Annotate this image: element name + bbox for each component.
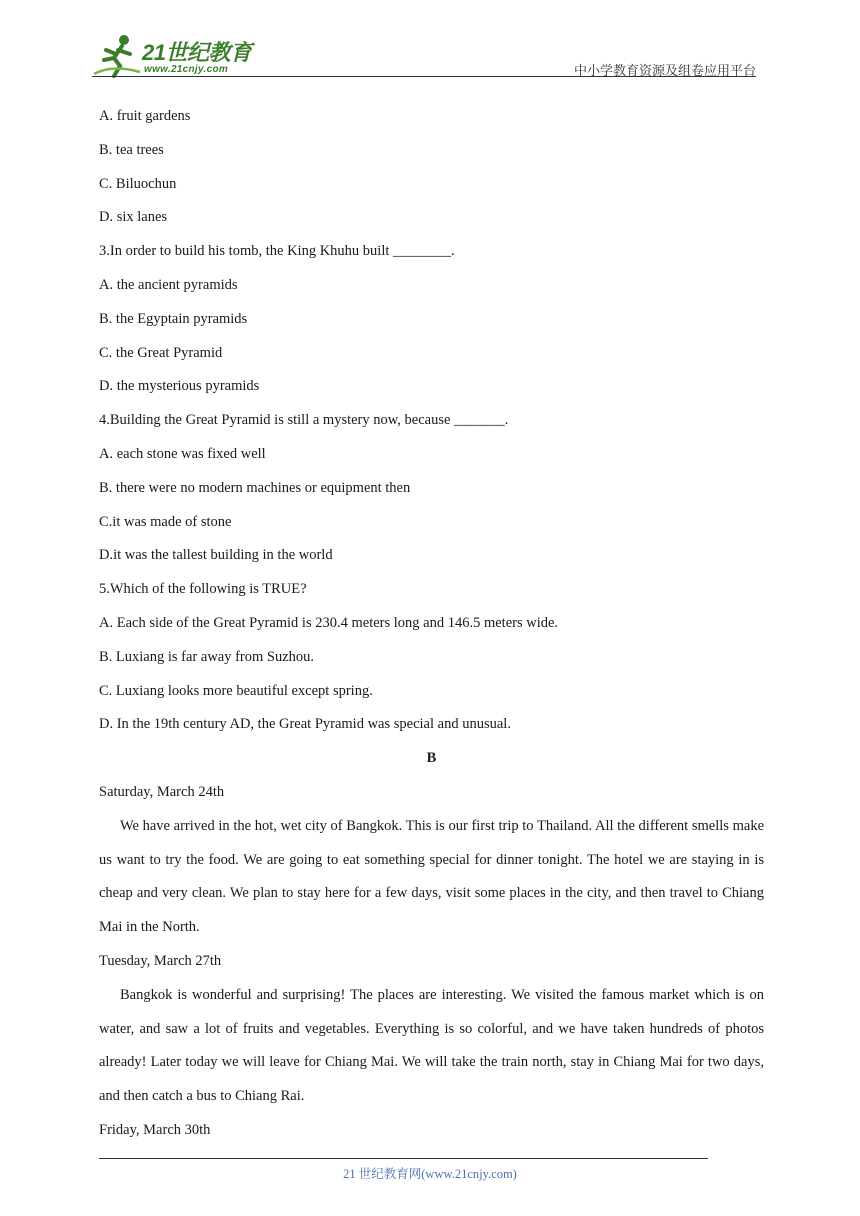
option-line: C. Biluochun bbox=[99, 175, 177, 192]
header-divider bbox=[92, 76, 756, 77]
header-tagline: 中小学教育资源及组卷应用平台 bbox=[573, 64, 756, 79]
question-line: 5.Which of the following is TRUE? bbox=[99, 581, 307, 598]
logo-url: www.21cnjy.com bbox=[144, 64, 229, 75]
diary-date: Friday, March 30th bbox=[99, 1121, 211, 1138]
question-line: 4.Building the Great Pyramid is still a mystery now, because _______. bbox=[99, 412, 509, 429]
option-line: C. the Great Pyramid bbox=[99, 344, 223, 361]
option-line: B. the Egyptain pyramids bbox=[99, 310, 248, 327]
option-line: D. six lanes bbox=[99, 209, 168, 226]
diary-paragraph: We have arrived in the hot, wet city of Bangkok. This is our first trip to Thailand. All the different smells make us want to try the food. We are going to eat something special for dinner tonight. The hotel we are staying in is cheap and very clean. We plan to stay here for a few days, visit some places in the city, and then travel to Chiang Mai in the North. bbox=[99, 817, 764, 936]
page-footer: 21 世纪教育网(www.21cnjy.com) bbox=[343, 1167, 517, 1181]
question-line: 3.In order to build his tomb, the King Khuhu built ________. bbox=[99, 243, 455, 260]
option-line: C. Luxiang looks more beautiful except spring. bbox=[99, 682, 373, 699]
footer-divider bbox=[99, 1158, 708, 1159]
option-line: C.it was made of stone bbox=[99, 513, 232, 530]
option-line: B. tea trees bbox=[99, 141, 164, 158]
option-line: D. In the 19th century AD, the Great Pyramid was special and unusual. bbox=[99, 716, 511, 733]
option-line: D.it was the tallest building in the world bbox=[99, 547, 333, 564]
option-line: A. Each side of the Great Pyramid is 230.4 meters long and 146.5 meters wide. bbox=[99, 614, 559, 631]
section-title: B bbox=[426, 750, 437, 767]
diary-date: Tuesday, March 27th bbox=[99, 952, 222, 969]
diary-paragraph: Bangkok is wonderful and surprising! The places are interesting. We visited the famous market which is on water, and saw a lot of fruits and vegetables. Everything is so colorful, and we have taken hundreds of photos already! Later today we will leave for Chiang Mai. We will take the train north, stay in Chiang Mai for two days, and then catch a bus to Chiang Rai. bbox=[99, 986, 764, 1105]
option-line: B. Luxiang is far away from Suzhou. bbox=[99, 648, 315, 665]
option-line: B. there were no modern machines or equipment then bbox=[99, 479, 411, 496]
page-header bbox=[92, 30, 756, 80]
runner-icon bbox=[92, 34, 142, 78]
option-line: A. fruit gardens bbox=[99, 108, 191, 124]
logo-text: 21世纪教育 bbox=[142, 40, 252, 65]
option-line: A. the ancient pyramids bbox=[99, 276, 238, 293]
option-line: D. the mysterious pyramids bbox=[99, 378, 260, 395]
document-body bbox=[99, 100, 764, 1148]
diary-date: Saturday, March 24th bbox=[99, 783, 225, 800]
option-line: A. each stone was fixed well bbox=[99, 445, 266, 462]
site-logo bbox=[92, 34, 262, 78]
